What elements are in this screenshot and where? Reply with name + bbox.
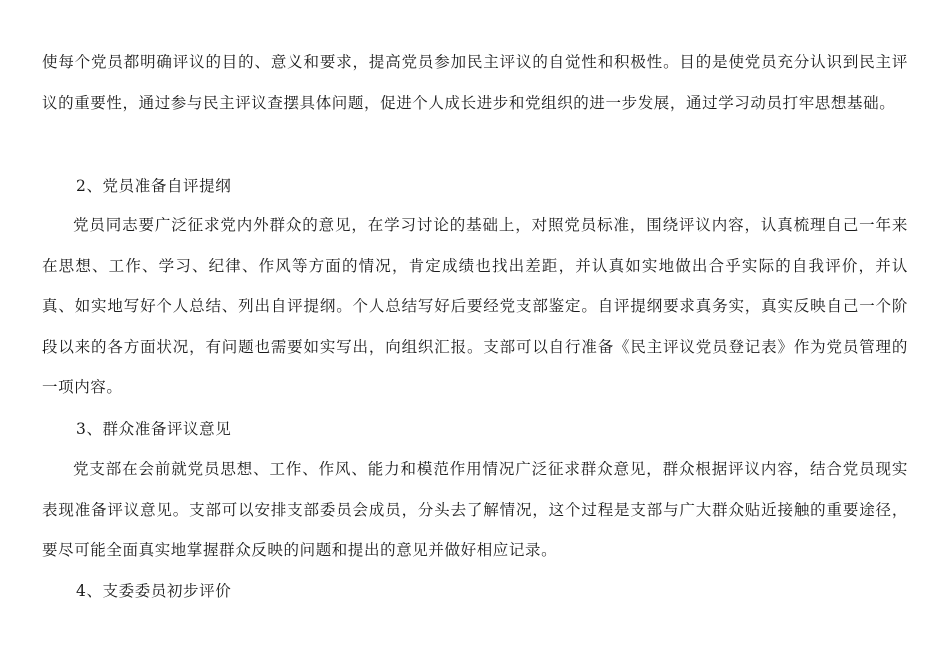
paragraph-study-mobilization: 使每个党员都明确评议的目的、意义和要求，提高党员参加民主评议的自觉性和积极性。目的是使党员充分认识到民主评议的重要性，通过参与民主评议查摆具体问题，促进个人成长进步和党组织的进一步发展，通过学习动员打牢思想基础。 <box>42 53 908 112</box>
section-heading-self-evaluation: 2、党员准备自评提纲 <box>76 177 232 195</box>
paragraph-mass-opinion: 党支部在会前就党员思想、工作、作风、能力和模范作用情况广泛征求群众意见，群众根据评议内容，结合党员现实表现准备评议意见。支部可以安排支部委员会成员，分头去了解情况，这个过程是支部与广大群众贴近接触的重要途径，要尽可能全面真实地掌握群众反映的问题和提出的意见并做好相应记录。 <box>42 460 908 559</box>
paragraph-self-evaluation: 党员同志要广泛征求党内外群众的意见，在学习讨论的基础上，对照党员标准，围绕评议内容，认真梳理自己一年来在思想、工作、学习、纪律、作风等方面的情况，肯定成绩也找出差距，并认真如实地做出合乎实际的自我评价，并认真、如实地写好个人总结、列出自评提纲。个人总结写好后要经党支部鉴定。自评提纲要求真务实，真实反映自己一个阶段以来的各方面状况，有问题也需要如实写出，向组织汇报。支部可以自行准备《民主评议党员登记表》作为党员管理的一项内容。 <box>42 216 908 396</box>
section-heading-committee-evaluation: 4、支委委员初步评价 <box>76 582 232 600</box>
section-heading-mass-opinion: 3、群众准备评议意见 <box>76 420 232 438</box>
